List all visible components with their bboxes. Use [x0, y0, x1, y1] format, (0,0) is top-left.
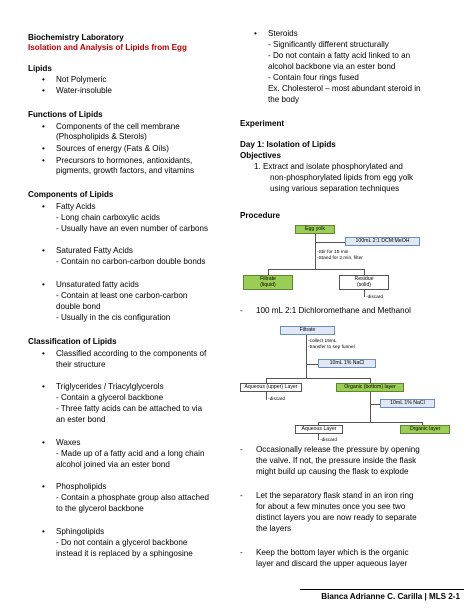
experiment-heading: Experiment [240, 119, 285, 128]
discard-label-2: -discard [268, 397, 286, 402]
course-title: Biochemistry Laboratory [28, 33, 124, 42]
list-item: • Waxes [56, 438, 80, 448]
note-line: Let the separatory flask stand in an iron ring [256, 491, 414, 500]
list-item-cont: - Do not contain a glycerol backbone [56, 538, 188, 547]
filtrate-label: Filtrate [260, 276, 276, 282]
nacl-box-2: 10mL 1% NaCl [380, 399, 435, 408]
nacl-box-1: 10mL 1% NaCl [318, 359, 376, 368]
residue-sub: (solid) [356, 282, 372, 288]
objectives-heading: Objectives [240, 151, 281, 160]
list-item: • Components of the cell membrane [56, 122, 180, 132]
lipids-heading: Lipids [28, 64, 52, 73]
discard-label-3: -discard [320, 438, 338, 443]
list-item-cont: instead it is replaced by a sphingosine [56, 549, 193, 558]
reagent-box: 100mL 2:1 DCM:MeOH [345, 237, 420, 246]
filtrate-sub: (liquid) [260, 282, 276, 288]
note-dash: - [240, 491, 243, 500]
functions-heading: Functions of Lipids [28, 110, 103, 119]
discard-label: -discard [366, 295, 384, 300]
list-item-cont: - Contain a phosphate group also attached [56, 493, 209, 502]
list-item-cont: - Contain four rings fused [268, 73, 359, 82]
list-item-cont: - Significantly different structurally [268, 40, 389, 49]
list-item-cont: - Three fatty acids can be attached to via [56, 404, 203, 413]
reagent-note: 100 mL 2:1 Dichloromethane and Methanol [256, 306, 411, 315]
note-line: for about a few minutes once you see two [256, 502, 406, 511]
components-heading: Components of Lipids [28, 190, 114, 199]
procedure-diagram-2 [240, 326, 462, 443]
list-item-cont: their structure [56, 360, 106, 369]
filtrate-box [243, 275, 293, 290]
list-item-cont: double bond [56, 302, 101, 311]
list-item-cont: an ester bond [56, 415, 106, 424]
document-title: Isolation and Analysis of Lipids from Egg [28, 43, 187, 52]
collect-label: -collect 15mL [308, 339, 337, 344]
aqueous-layer-box: Aqueous Layer [295, 425, 343, 434]
residue-label: Residue [354, 276, 374, 282]
note-line: the valve. If not, the pressure inside the flask [256, 456, 417, 465]
residue-box [339, 275, 389, 290]
list-item-cont: - Usually have an even number of carbons [56, 224, 209, 233]
list-item: • Triglycerides / Triacylglycerols [56, 382, 164, 392]
list-item: • Classified according to the components of [56, 349, 206, 359]
egg-yolk-box: Egg yolk [295, 225, 335, 234]
organic-bottom-box: Organic (bottom) layer [336, 383, 404, 392]
list-item-cont: - Contain a glycerol backbone [56, 393, 164, 402]
objective-line: using various separation techniques [270, 184, 400, 193]
note-line: layer and discard the upper aqueous layer [256, 559, 408, 568]
footer-author: Bianca Adrianne C. Carilla | MLS 2-1 [321, 592, 460, 601]
note-dash: - [240, 445, 243, 454]
list-item-cont: to the glycerol backbone [56, 504, 144, 513]
list-item: • Fatty Acids [56, 202, 96, 212]
note-line: might build up causing the flask to explode [256, 467, 409, 476]
list-item: • Sources of energy (Fats & Oils) [56, 144, 169, 154]
procedure-heading: Procedure [240, 211, 281, 220]
list-item: • Sphingolipids [56, 527, 104, 537]
list-item-cont: - Long chain carboxylic acids [56, 213, 160, 222]
list-item-cont: - Usually in the cis configuration [56, 313, 171, 322]
list-item-cont: pigments, growth factors, and vitamins [56, 166, 195, 175]
note-dash: - [240, 306, 243, 315]
day1-heading: Day 1: Isolation of Lipids [240, 140, 336, 149]
footer-rule [300, 589, 464, 590]
classification-heading: Classification of Lipids [28, 337, 117, 346]
list-item: • Water-insoluble [56, 86, 112, 96]
objective-line: non-phosphorylated lipids from egg yolk [270, 173, 414, 182]
note-line: the layers [256, 524, 292, 533]
aqueous-upper-box: Aqueous (upper) Layer [240, 383, 302, 392]
list-item-cont: - Made up of a fatty acid and a long chain [56, 449, 205, 458]
list-item-cont: (Phospholipids & Sterols) [56, 132, 147, 141]
note-line: distinct layers you are now ready to separate [256, 513, 417, 522]
list-item-cont: - Contain no carbon-carbon double bonds [56, 257, 206, 266]
list-item-cont: the body [268, 95, 300, 104]
list-item-cont: - Do not contain a fatty acid linked to an [268, 51, 411, 60]
stand-label: -Stand for 2 min, filter [317, 256, 363, 261]
list-item-cont: - Contain at least one carbon-carbon [56, 291, 188, 300]
list-item: • Precursors to hormones, antioxidants, [56, 156, 192, 166]
procedure-diagram-1 [240, 225, 462, 305]
note-dash: - [240, 548, 243, 557]
stir-label: -Stir for 15 min [317, 250, 349, 255]
transfer-label: -transfer to sep funnel [308, 345, 355, 350]
list-item-cont: alcohol joined via an ester bond [56, 460, 170, 469]
list-item-cont: alcohol backbone via an ester bond [268, 62, 396, 71]
list-item: • Steroids [268, 29, 298, 39]
note-line: Occasionally release the pressure by opening [256, 445, 420, 454]
list-item-cont: Ex. Cholesterol – most abundant steroid in [268, 84, 421, 93]
list-item: • Unsaturated fatty acids [56, 280, 139, 290]
list-item: • Saturated Fatty Acids [56, 246, 133, 256]
list-item: • Phospholipids [56, 482, 106, 492]
note-line: Keep the bottom layer which is the organic [256, 548, 409, 557]
organic-layer-box: Organic layer [400, 425, 450, 434]
objective-line: 1. Extract and isolate phosphorylated and [254, 162, 403, 171]
filtrate-box-2: Filtrate [280, 326, 335, 335]
list-item: • Not Polymeric [56, 75, 106, 85]
